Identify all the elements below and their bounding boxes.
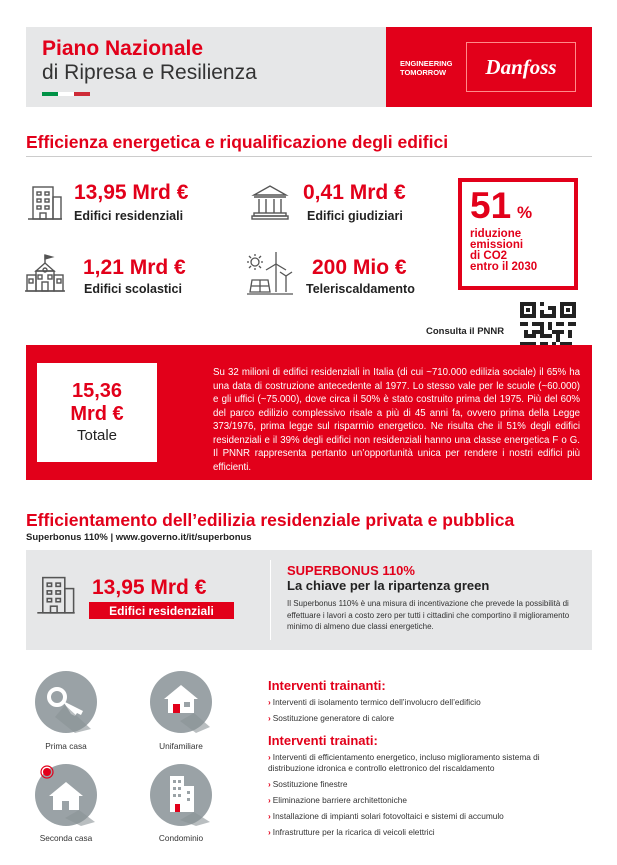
trainanti-item: › Interventi di isolamento termico dell’involucro dell’edificio (268, 697, 481, 707)
superbonus-title: SUPERBONUS 110% (287, 563, 415, 578)
chevron-right-icon: › (268, 827, 271, 837)
chevron-right-icon: › (268, 697, 271, 707)
total-box (37, 363, 157, 462)
amount-scolastici: 1,21 Mrd € (83, 256, 186, 279)
chevron-right-icon: › (268, 752, 271, 762)
total-value-number: 15,36 (71, 379, 123, 402)
house-location-icon (35, 764, 97, 826)
brand-name: Danfoss (485, 54, 557, 79)
chevron-right-icon: › (268, 779, 271, 789)
section-title-edilizia: Efficientamento dell’edilizia residenziale privata e pubblica (26, 510, 515, 530)
chevron-right-icon: › (268, 811, 271, 821)
label-teleriscaldamento: Teleriscaldamento (306, 282, 415, 296)
amount-residenziali-2: 13,95 Mrd € (92, 576, 207, 599)
chevron-right-icon: › (268, 713, 271, 723)
label-giudiziari: Edifici giudiziari (307, 209, 403, 223)
qr-label: Consulta il PNNR (426, 326, 505, 337)
superbonus-description: Il Superbonus 110% è una misura di incentivazione che prevede la possibilità di effettuare i lavori a costo zero per tutti i cittadini che comportino il miglioramento minimo di almeno due classi energetiche. (287, 599, 570, 631)
prima-casa-circle (35, 671, 97, 733)
trainati-item: › Interventi di efficientamento energetico, incluso miglioramento sistema di distribuzione idronica e controllo elettronico del riscaldamento (268, 752, 540, 773)
trainati-item: › Installazione di impianti solari fotovoltaici e sistemi di accumulo (268, 811, 504, 821)
brand-tagline: ENGINEERING TOMORROW (400, 59, 453, 77)
apartment-building-icon (36, 571, 76, 615)
band-description: Su 32 milioni di edifici residenziali in Italia (di cui ~710.000 edilizia sociale) il 65% ha una data di costruzione antecedente al 1977. Lo stesso vale per le scuole (~60.000) e gli uffici (~75.000), dove circa il 50% è stato costruito prima del 1975. Più del 60% del parco edilizio complessivo risale a più di 45 anni fa, ovvero prima della Legge 373/1976, prima legge sul risparmio energetico. Ne risulta che il 51% degli edifici residenziali e il 39% degli edifici non residenziali hanno una classe energetica F o G. Il PNNR rappresenta pertanto un’opportunità unica per rendere i nostri edifici più efficienti. (213, 367, 580, 473)
house-icon (150, 671, 212, 733)
trainanti-title: Interventi trainanti: (268, 678, 386, 693)
superbonus-link[interactable]: Superbonus 110% | www.governo.it/it/superbonus (26, 532, 252, 543)
caption-seconda-casa: Seconda casa (39, 833, 93, 843)
total-value-unit: Mrd € (70, 402, 124, 425)
trainati-title: Interventi trainati: (268, 733, 378, 748)
emission-percent-value: 51 (470, 185, 512, 226)
apartment-building-icon (27, 181, 63, 221)
page-subtitle: di Ripresa e Resilienza (42, 61, 257, 84)
section-title-efficienza: Efficienza energetica e riqualificazione degli edifici (26, 132, 449, 152)
key-icon (35, 671, 97, 733)
total-label: Totale (76, 426, 118, 444)
school-building-icon (24, 253, 66, 295)
label-residenziali-badge: Edifici residenziali (89, 602, 234, 619)
panel-divider (270, 560, 271, 640)
trainati-item: › Sostituzione finestre (268, 779, 348, 789)
amount-giudiziari: 0,41 Mrd € (303, 181, 406, 204)
amount-residenziali: 13,95 Mrd € (74, 181, 189, 204)
divider (26, 156, 592, 157)
label-residenziali: Edifici residenziali (74, 209, 184, 223)
condominio-circle (150, 764, 212, 826)
wind-solar-icon (246, 250, 294, 296)
superbonus-subtitle: La chiave per la ripartenza green (287, 578, 490, 593)
condominium-icon (150, 764, 212, 826)
caption-prima-casa: Prima casa (45, 741, 87, 751)
label-scolastici: Edifici scolastici (84, 282, 182, 296)
page-title: Piano Nazionale (42, 37, 204, 60)
emission-percent-sign: % (517, 203, 533, 222)
trainati-item: › Eliminazione barriere architettoniche (268, 795, 407, 805)
caption-unifamiliare: Unifamiliare (159, 741, 203, 751)
unifamiliare-circle (150, 671, 212, 733)
seconda-casa-circle (35, 764, 97, 826)
chevron-right-icon: › (268, 795, 271, 805)
italian-flag-icon (42, 92, 90, 96)
courthouse-icon (250, 183, 290, 221)
emission-reduction-text: riduzione emissioni di CO2 entro il 2030 (470, 228, 538, 273)
danfoss-logo (466, 42, 576, 92)
trainati-item: › Infrastrutture per la ricarica di veicoli elettrici (268, 827, 435, 837)
amount-teleriscaldamento: 200 Mio € (312, 256, 407, 279)
caption-condominio: Condominio (158, 833, 204, 843)
trainanti-item: › Sostituzione generatore di calore (268, 713, 395, 723)
